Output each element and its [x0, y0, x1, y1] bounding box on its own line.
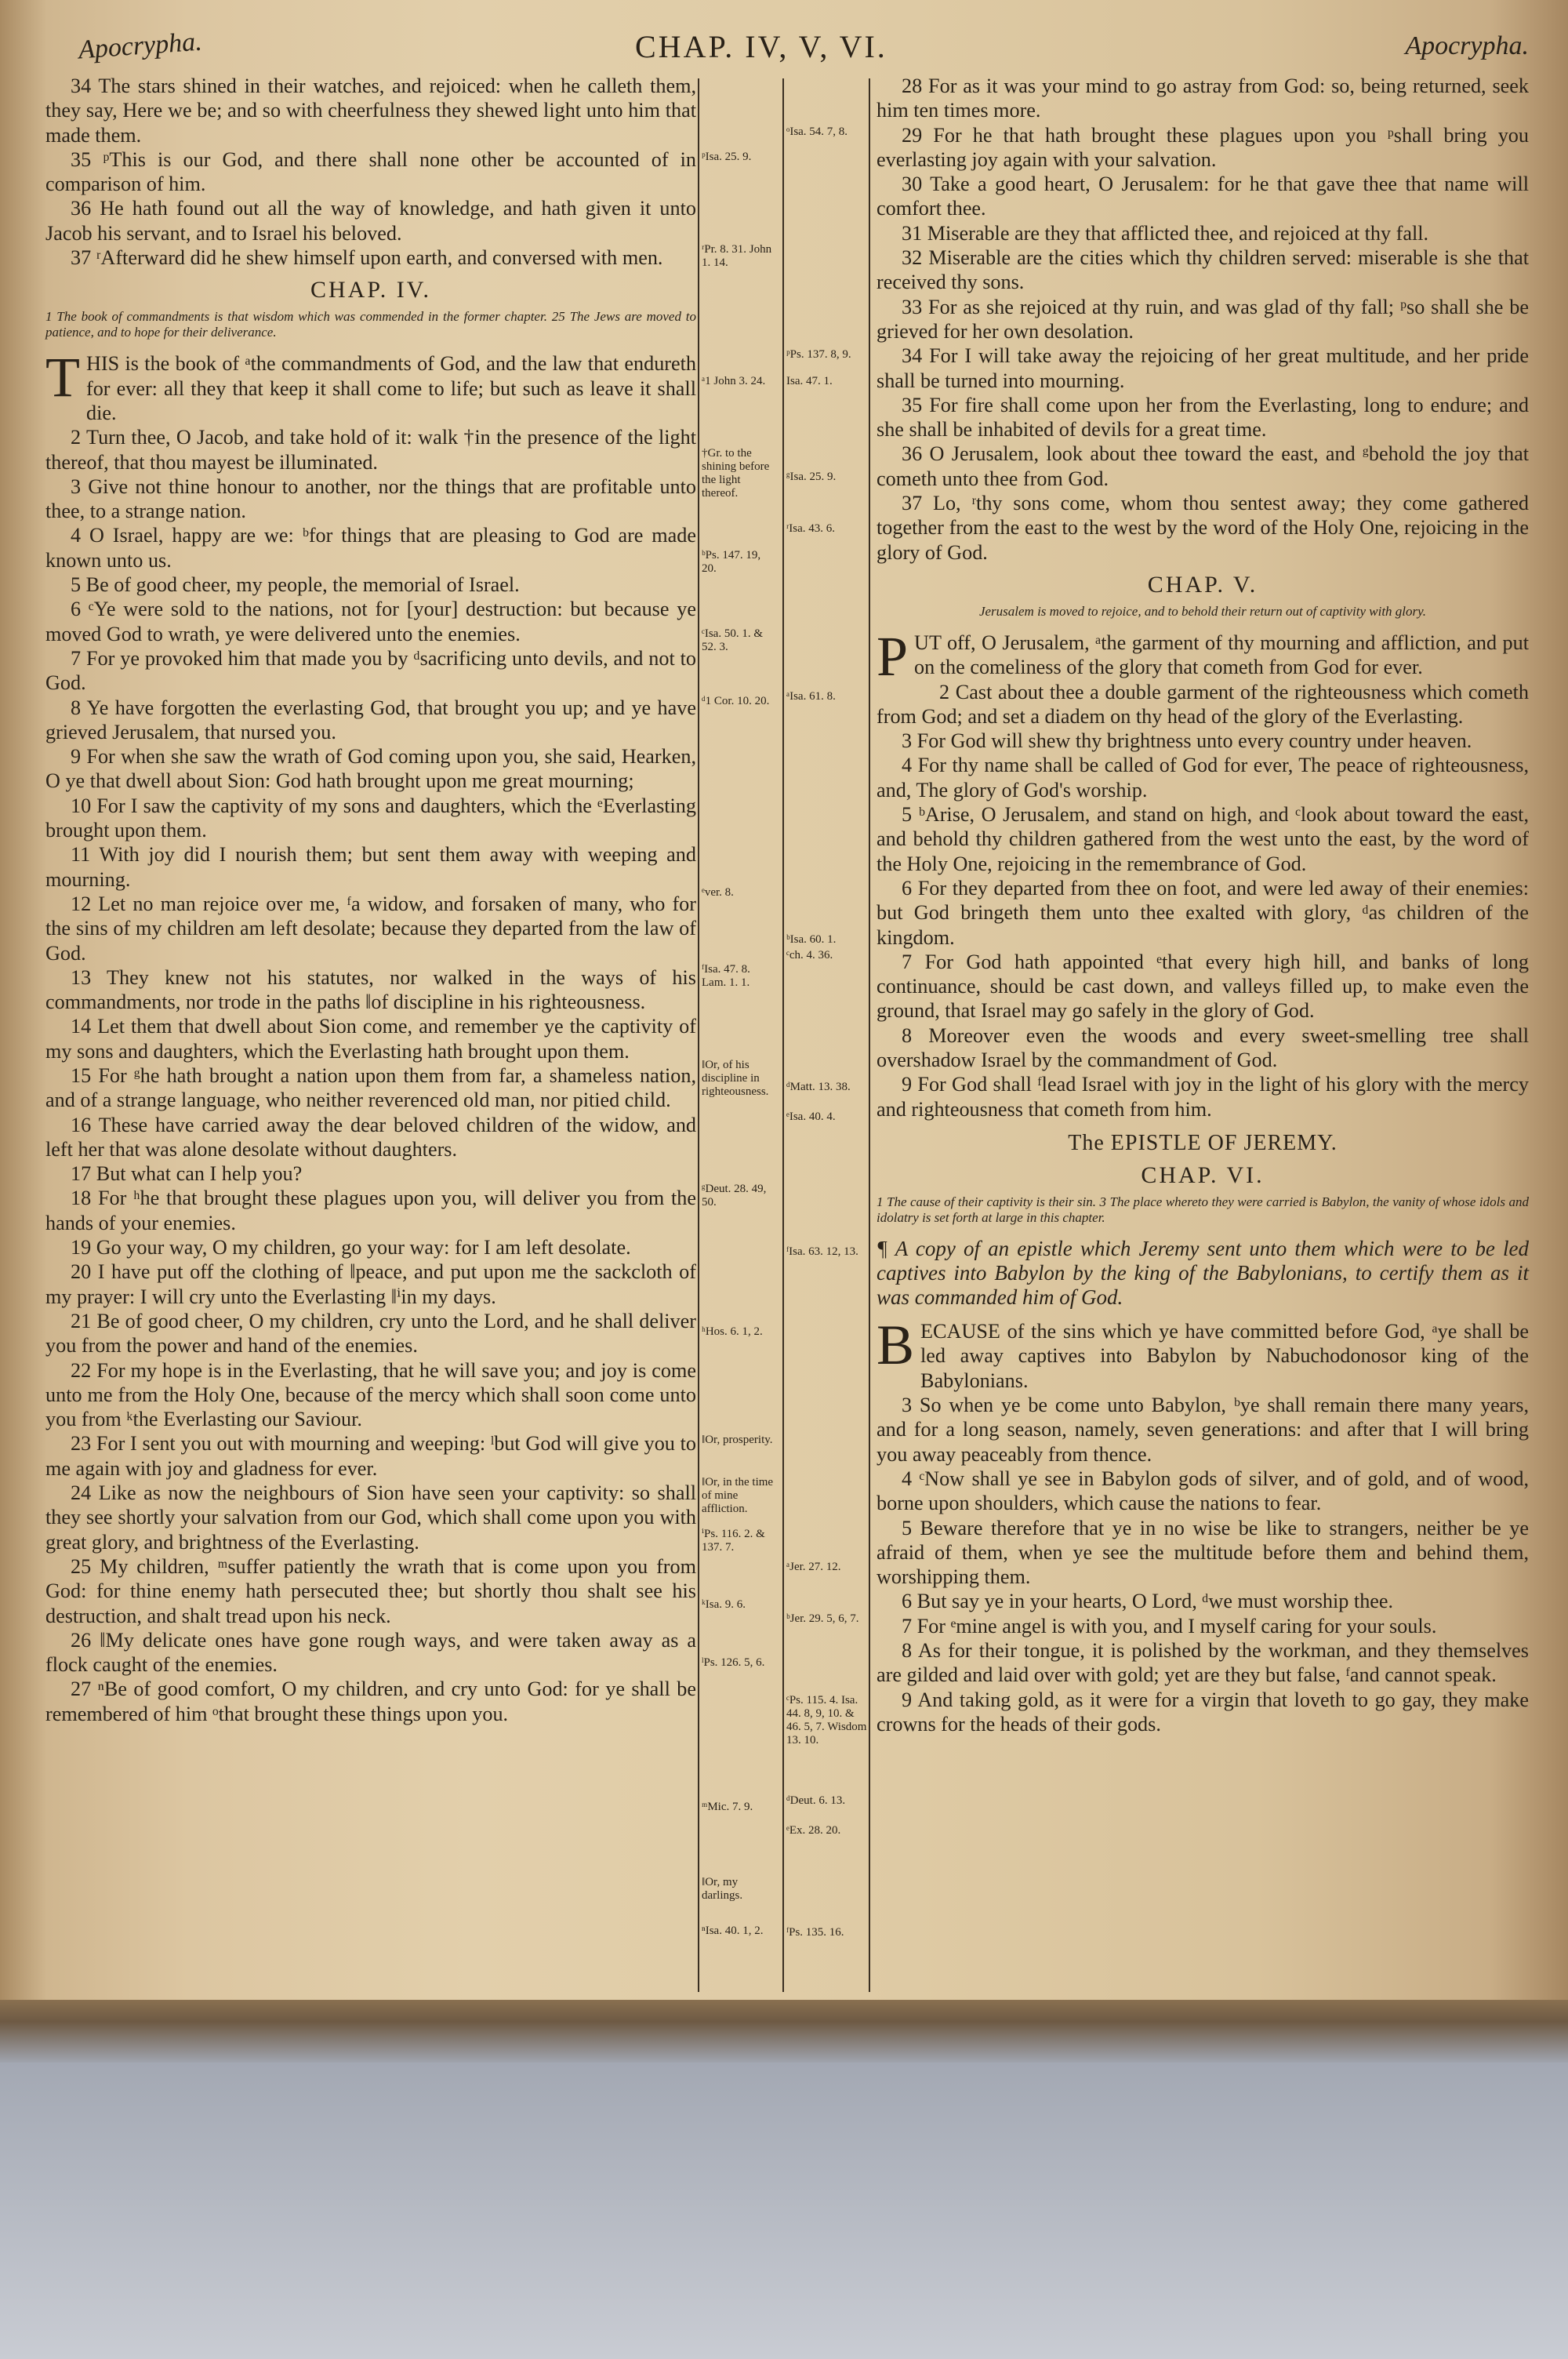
verse: 5 Beware therefore that ye in no wise be like to strangers, neither be ye afraid of them, when ye see the multitude before them and behind them, worshipping them. [877, 1516, 1529, 1589]
margin-reference: ᵒIsa. 54. 7, 8. [786, 125, 848, 138]
margin-reference: ᵉIsa. 40. 4. [786, 1110, 836, 1123]
margin-reference: ᵖIsa. 25. 9. [702, 151, 752, 163]
verse: 13 They knew not his statutes, nor walked in the ways of his commandments, nor trode in the paths ‖of discipline in his righteousness. [45, 965, 696, 1014]
margin-reference: ᵏIsa. 9. 6. [702, 1598, 746, 1611]
margin-reference: ᶜPs. 115. 4. Isa. 44. 8, 9, 10. & 46. 5, 7. Wisdom 13. 10. [786, 1694, 867, 1747]
verse: 34 The stars shined in their watches, and rejoiced: when he calleth them, they say, Here we be; and so with cheerfulness they shewed light unto him that made them. [45, 75, 696, 147]
verse: 19 Go your way, O my children, go your way: for I am left desolate. [71, 1236, 631, 1259]
chapter-summary: Jerusalem is moved to rejoice, and to behold their return out of captivity with glory. [978, 603, 1427, 619]
verse: 36 O Jerusalem, look about thee toward the east, and ᵍbehold the joy that cometh unto thee from God. [877, 442, 1529, 490]
verse: 18 For ʰhe that brought these plagues upon you, will deliver you from the hands of your enemies. [45, 1187, 696, 1234]
margin-reference: ᵉEx. 28. 20. [786, 1824, 841, 1837]
column-rule [782, 78, 784, 1992]
verse: 8 As for their tongue, it is polished by the workman, and they themselves are gilded and laid over with gold; yet are they but false, ᶠand cannot speak. [877, 1639, 1529, 1687]
verse: 34 For I will take away the rejoicing of her great multitude, and her pride shall be turned into mourning. [877, 344, 1529, 392]
margin-reference: ᵍIsa. 25. 9. [786, 471, 837, 483]
first-verse: BECAUSE of the sins which ye have committed before God, ᵃye shall be led away captives into Babylon by Nabuchodonosor king of the Babylonians. [877, 1314, 1529, 1392]
verse: 3 So when ye be come unto Babylon, ᵇye shall remain there many years, and for a long season, namely, seven generations: and after that I will bring you away peaceably from thence. [877, 1394, 1529, 1466]
book-title: The EPISTLE OF JEREMY. [1068, 1130, 1338, 1155]
running-head-right: Apocrypha. [1405, 31, 1529, 60]
chapter-heading: CHAP. V. [1147, 571, 1258, 598]
margin-reference: †Gr. to the shining before the light thereof. [702, 447, 770, 500]
margin-reference: ᶠPs. 135. 16. [786, 1926, 844, 1939]
drop-cap: B [877, 1314, 915, 1377]
verse: 30 Take a good heart, O Jerusalem: for he that gave thee that name will comfort thee. [877, 173, 1529, 220]
background-surface [0, 2063, 1568, 2359]
verse: 3 For God will shew thy brightness unto every country under heaven. [902, 729, 1472, 753]
verse: 9 For when she saw the wrath of God coming upon you, she said, Hearken, O ye that dwell about Sion: God hath brought upon me great mourning; [45, 745, 696, 793]
verse: 23 For I sent you out with mourning and weeping: ˡbut God will give you to me again with joy and gladness for ever. [45, 1432, 696, 1480]
verse: 14 Let them that dwell about Sion come, and remember ye the captivity of my sons and daughters, which the Everlasting hath brought upon them. [45, 1015, 696, 1063]
verse: 16 These have carried away the dear beloved children of the widow, and left her that was alone desolate without daughters. [45, 1113, 696, 1161]
verse: 21 Be of good cheer, O my children, cry unto the Lord, and he shall deliver you from the power and hand of the enemies. [45, 1309, 696, 1358]
verse: 3 Give not thine honour to another, nor the things that are profitable unto thee, to a strange nation. [45, 474, 696, 523]
margin-reference: ˡPs. 126. 5, 6. [702, 1656, 765, 1669]
verse: 25 My children, ᵐsuffer patiently the wrath that is come upon you from God: for thine enemy hath persecuted thee; but shortly thou shalt see his destruction, and shalt tread upon his neck. [45, 1554, 696, 1627]
margin-reference: ᵇJer. 29. 5, 6, 7. [786, 1612, 859, 1625]
verse-list [877, 1393, 1529, 1736]
margin-reference: ‖Or, my darlings. [702, 1876, 743, 1902]
verse: 9 For God shall ᶠlead Israel with joy in the light of his glory with the mercy and righteousness that cometh from him. [877, 1073, 1529, 1121]
margin-reference: ᵇPs. 147. 19, 20. [702, 549, 761, 575]
running-head-left: Apocrypha. [77, 27, 203, 65]
margin-reference: ᵖPs. 137. 8, 9. [786, 348, 851, 361]
margin-reference: ‖Or, of his discipline in righteousness. [702, 1059, 769, 1098]
margin-reference: ʰHos. 6. 1, 2. [702, 1325, 763, 1338]
left-text-column [45, 74, 696, 1726]
verse: 2 Cast about thee a double garment of the righteousness which cometh from God; and set a diadem on thy head of the glory of the Everlasting. [877, 680, 1529, 728]
right-text-column [877, 74, 1529, 1736]
margin-reference: ᵃ1 John 3. 24. [702, 375, 766, 387]
chapter-running-head: CHAP. IV, V, VI. [635, 29, 887, 64]
verse: 22 For my hope is in the Everlasting, that he will save you; and joy is come unto me from the Holy One, because of the mercy which shall soon come unto you from ᵏthe Everlasting our Saviour. [45, 1358, 696, 1431]
verse: 33 For as she rejoiced at thy ruin, and was glad of thy fall; ᵖso shall she be grieved for her own desolation. [877, 295, 1529, 343]
verse: 10 For I saw the captivity of my sons and daughters, which the ᵉEverlasting brought upon them. [45, 794, 696, 842]
verse: 4 For thy name shall be called of God for ever, The peace of righteousness, and, The glory of God's worship. [877, 754, 1529, 801]
drop-cap: P [877, 624, 909, 688]
verse: 6 But say ye in your hearts, O Lord, ᵈwe must worship thee. [902, 1590, 1394, 1613]
verse: 7 For God hath appointed ᵉthat every high hill, and banks of long continuance, should be cast down, and valleys filled up, to make even the ground, that Israel may go safely in the glory of God. [877, 950, 1529, 1023]
chapter-heading: CHAP. VI. [1141, 1162, 1265, 1189]
verse: 6 For they departed from thee on foot, and were led away of their enemies: but God bringeth them unto thee exalted with glory, ᵈas children of the kingdom. [877, 876, 1529, 949]
margin-reference: ᶠIsa. 63. 12, 13. [786, 1245, 858, 1258]
verse: 20 I have put off the clothing of ‖peace, and put upon me the sackcloth of my prayer: I will cry unto the Everlasting ‖ⁱin my days. [45, 1260, 696, 1308]
verse: 2 Turn thee, O Jacob, and take hold of it: walk †in the presence of the light thereof, that thou mayest be illuminated. [45, 426, 696, 474]
verse: 35 ᵖThis is our God, and there shall none other be accounted of in comparison of him. [45, 147, 696, 196]
margin-reference: ᵈ1 Cor. 10. 20. [702, 695, 770, 707]
verse: 29 For he that hath brought these plagues upon you ᵖshall bring you everlasting joy again with your salvation. [877, 123, 1529, 171]
column-rule [869, 78, 870, 1992]
chapter-end-verses [877, 74, 1529, 565]
column-rule [698, 78, 699, 1992]
intro-verses [45, 74, 696, 270]
margin-reference: ᵍDeut. 28. 49, 50. [702, 1183, 767, 1209]
verse: 9 And taking gold, as it were for a virgin that loveth to go gay, they make crowns for the heads of their gods. [877, 1688, 1529, 1736]
verse: 8 Ye have forgotten the everlasting God, that brought you up; and ye have grieved Jerusalem, that nursed you. [45, 696, 696, 743]
verse: 31 Miserable are they that afflicted thee, and rejoiced at thy fall. [902, 221, 1429, 245]
verse: 5 ᵇArise, O Jerusalem, and stand on high, and ᶜlook about toward the east, and behold thy children gathered from the west unto the east, by the word of the Holy One, rejoicing in the remembrance of God. [877, 803, 1529, 875]
margin-reference: ᵃJer. 27. 12. [786, 1561, 841, 1573]
margin-reference: ᶜIsa. 50. 1. & 52. 3. [702, 627, 763, 653]
verse: 32 Miserable are the cities which thy children served: miserable is she that received thy sons. [877, 246, 1529, 294]
verse: 5 Be of good cheer, my people, the memorial of Israel. [71, 573, 520, 597]
verse: 36 He hath found out all the way of knowledge, and hath given it unto Jacob his servant, and to Israel his beloved. [45, 197, 696, 245]
verse: 26 ‖My delicate ones have gone rough ways, and were taken away as a flock caught of the enemies. [45, 1628, 696, 1677]
drop-cap: T [45, 346, 80, 409]
margin-reference: ʳPr. 8. 31. John 1. 14. [702, 243, 772, 269]
margin-reference: ᶠIsa. 47. 8. Lam. 1. 1. [702, 963, 750, 989]
margin-reference: ᵈDeut. 6. 13. [786, 1794, 846, 1807]
verse: 6 ᶜYe were sold to the nations, not for [your] destruction: but because ye moved God to wrath, ye were delivered unto the enemies. [45, 598, 696, 645]
verse: 27 ⁿBe of good comfort, O my children, and cry unto God: for ye shall be remembered of him ᵒthat brought these things upon you. [45, 1677, 696, 1725]
chapter-summary: 1 The book of commandments is that wisdom which was commended in the former chapter. 25 The Jews are moved to patience, and to hope for their deliverance. [45, 309, 696, 340]
first-verse: THIS is the book of ᵃthe commandments of God, and the law that endureth for ever: all they that keep it shall come to life; but such as leave it shall die. [45, 346, 696, 424]
page-edge [0, 2000, 1568, 2063]
margin-reference: ᵉver. 8. [702, 886, 734, 899]
margin-reference: ‖Or, in the time of mine affliction. [702, 1476, 774, 1515]
verse: 17 But what can I help you? [71, 1162, 303, 1186]
verse: 7 For ye provoked him that made you by ᵈsacrificing unto devils, and not to God. [45, 646, 696, 695]
margin-reference: ⁱPs. 116. 2. & 137. 7. [702, 1528, 765, 1554]
margin-reference: ᵐMic. 7. 9. [702, 1801, 753, 1813]
margin-reference: Isa. 47. 1. [786, 375, 833, 387]
verse: 37 Lo, ʳthy sons come, whom thou sentest away; they come gathered together from the east to the west by the word of the Holy One, rejoicing in the glory of God. [877, 492, 1529, 564]
verse-list [877, 680, 1529, 1121]
chapter-heading: CHAP. IV. [310, 277, 431, 304]
verse: 12 Let no man rejoice over me, ᶠa widow, and forsaken of many, who for the sins of my children am left desolate; because they departed from the law of God. [45, 892, 696, 965]
margin-reference: ᵇIsa. 60. 1. [786, 933, 837, 946]
chapter-summary: 1 The cause of their captivity is their sin. 3 The place whereto they were carried is Babylon, the vanity of whose idols and idolatry is set forth at large in this chapter. [877, 1194, 1529, 1226]
first-verse: PUT off, O Jerusalem, ᵃthe garment of thy mourning and affliction, and put on the comeliness of the glory that cometh from God for ever. [877, 624, 1529, 688]
verse: 4 O Israel, happy are we: ᵇfor things that are pleasing to God are made known unto us. [45, 524, 696, 572]
verse: 35 For fire shall come upon her from the Everlasting, long to endure; and she shall be inhabited of devils for a great time. [877, 393, 1529, 442]
margin-reference: ⁿIsa. 40. 1, 2. [702, 1925, 764, 1937]
verse: 37 ʳAfterward did he shew himself upon earth, and conversed with men. [71, 246, 663, 270]
epistle-intro: ¶ A copy of an epistle which Jeremy sent unto them which were to be led captives into Babylon by the king of the Babylonians, to certify them as it was commanded him of God. [877, 1237, 1529, 1310]
margin-reference: ‖Or, prosperity. [702, 1434, 773, 1446]
verse: 8 Moreover even the woods and every sweet-smelling tree shall overshadow Israel by the commandment of God. [877, 1023, 1529, 1071]
margin-reference: ᶜch. 4. 36. [786, 949, 833, 961]
verse: 4 ᶜNow shall ye see in Babylon gods of silver, and of gold, and of wood, borne upon shoulders, which cause the nations to fear. [877, 1467, 1529, 1515]
margin-reference: ʳIsa. 43. 6. [786, 522, 835, 535]
verse: 11 With joy did I nourish them; but sent them away with weeping and mourning. [45, 843, 696, 891]
verse-list [45, 425, 696, 1726]
verse: 7 For ᵉmine angel is with you, and I myself caring for your souls. [902, 1614, 1437, 1637]
verse: 28 For as it was your mind to go astray from God: so, being returned, seek him ten times more. [877, 75, 1529, 122]
verse: 15 For ᵍhe hath brought a nation upon them from far, a shameless nation, and of a strange language, who neither reverenced old man, nor pitied child. [45, 1063, 696, 1112]
verse: 24 Like as now the neighbours of Sion have seen your captivity: so shall they see shortly your salvation from our God, which shall come upon you with great glory, and brightness of the Everlasting. [45, 1481, 696, 1554]
margin-reference: ᵈMatt. 13. 38. [786, 1081, 851, 1093]
margin-reference: ᵃIsa. 61. 8. [786, 690, 836, 703]
